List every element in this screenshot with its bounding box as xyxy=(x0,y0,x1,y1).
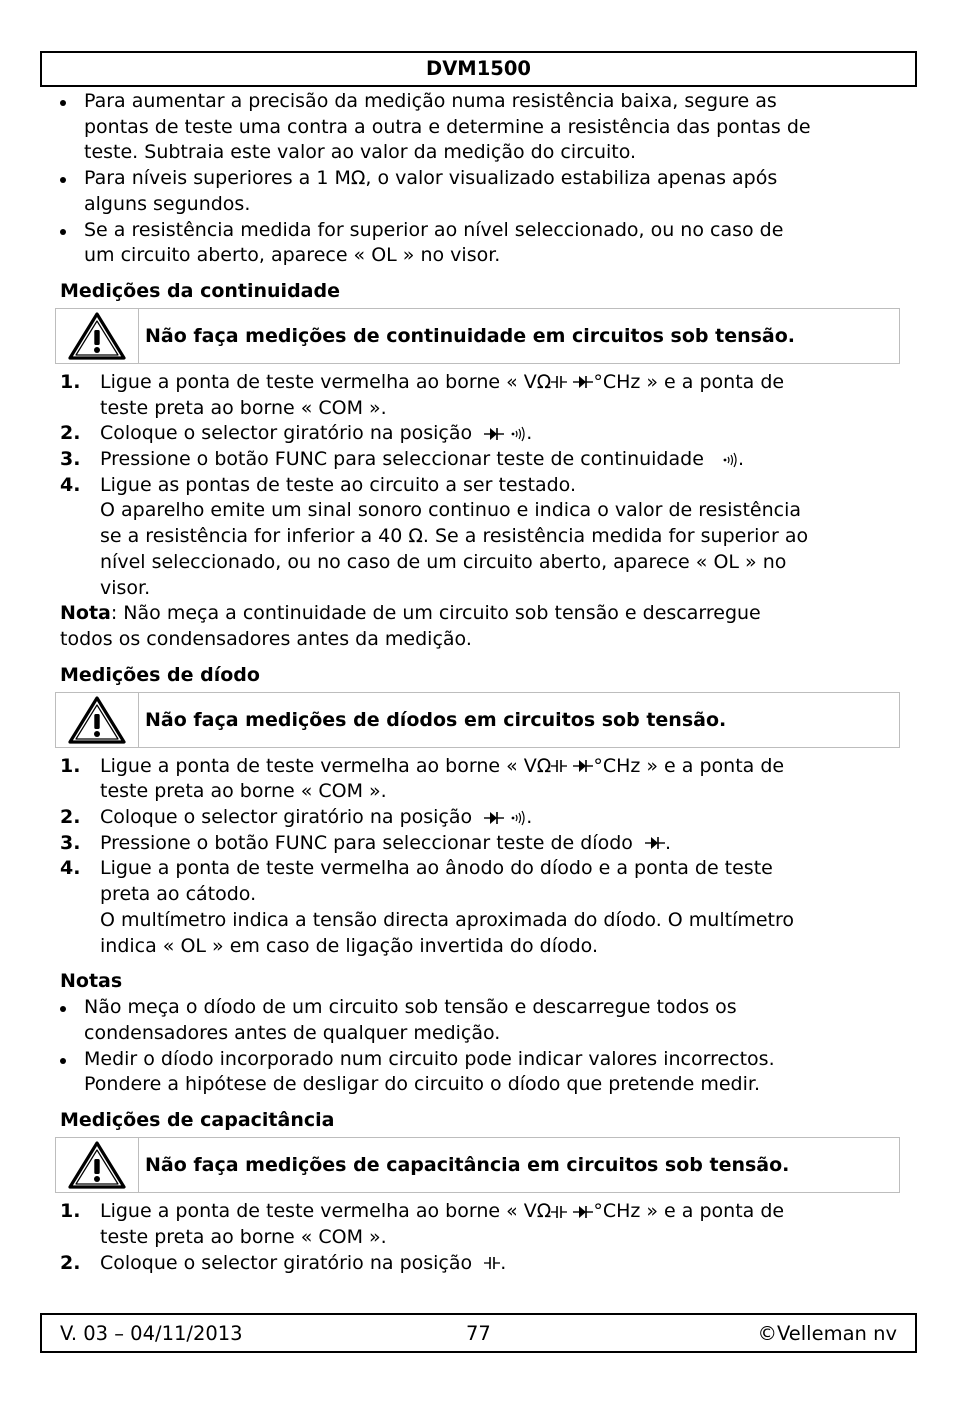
list-item: Não meça o díodo de um circuito sob tensão e descarregue todos os condensadores antes de qualquer medição. xyxy=(60,995,900,1046)
bullet-icon xyxy=(60,1058,66,1064)
diode-icon xyxy=(573,758,593,774)
list-item: 1. Ligue a ponta de teste vermelha ao borne « VΩ °CHz » e a ponta de teste preta ao borne « COM ». xyxy=(60,370,785,419)
list-item: 4. Ligue as pontas de teste ao circuito a ser testado. O aparelho emite um sinal sonoro continuo e indica o valor de resistência se a resistência for inferior a 40 Ω. Se a resistência medida for superior ao nível seleccionado, ou no caso de um circuito aberto, aparece « OL » no visor. xyxy=(60,473,809,599)
warning-box xyxy=(55,692,900,748)
diode-icon xyxy=(484,810,504,826)
diode-icon xyxy=(484,426,504,442)
section-heading-continuity: Medições da continuidade xyxy=(60,279,340,302)
section-heading-diode: Medições de díodo xyxy=(60,663,260,686)
intro-bullets xyxy=(60,89,900,269)
doc-title: DVM1500 xyxy=(426,57,531,80)
warning-text: Não faça medições de díodos em circuitos sob tensão. xyxy=(145,708,727,731)
diode-icon xyxy=(573,1204,593,1220)
list-item: Para níveis superiores a 1 MΩ, o valor visualizado estabiliza apenas após alguns segundos. xyxy=(60,166,900,217)
warning-triangle-icon xyxy=(56,309,139,363)
list-item: 2. Coloque o selector giratório na posição . xyxy=(60,422,533,445)
page-content: Para aumentar a precisão da medição numa resistência baixa, segure as pontas de teste uma contra a outra e determine a resistência das pontas de teste. Subtraia este valor ao valor da medição do circuito. Para níveis superiores a 1 MΩ, o valor visualizado estabiliza apenas após alguns segundos. Se a resistência medida for superior ao nível seleccionado, ou no caso de um circuito aberto, aparece « OL » no visor. Medições da continuidade Não faça medições de continuidade em circuitos sob tensão. 1. Ligue a ponta de teste vermelha ao borne « VΩ °CHz » e a ponta de teste preta ao borne « COM ». 2. Coloque o selector giratório na posição . 3. Pressione o botão FUNC para seleccionar teste de continuidade . 4. Ligue as pontas de teste ao circuito a ser testado. O aparelho emite um sinal sonoro continuo e indica o valor de resistência se a resistência for inferior a 40 Ω. Se a resistência medida for superior ao nível seleccionado, ou no caso de um circuito aberto, aparece « OL » no visor. Nota: Não meça a continuidade de um circuito sob tensão e descarregue todos os condensadores antes da medição. Medições de díodo Não faça medições de díodos em circuitos sob tensão. 1. Ligue a ponta de teste vermelha ao borne « VΩ °CHz » e a ponta de teste preta ao borne « COM ». 2. Coloque o selector giratório na posição . 3. Pressione o botão FUNC para seleccionar teste de díodo . 4. Ligue a ponta de teste vermelha ao ânodo do díodo e a ponta de teste preta ao cátodo. O multímetro indica a tensão directa aproximada do díodo. O multímetro indica « OL » em caso de ligação invertida do díodo. Notas Não meça o díodo de um circuito sob tensão e descarregue todos os condensadores antes de qualquer medição. Medir o díodo incorporado num circuito pode indicar valores incorrectos. Pondere a hipótese de desligar do circuito o díodo que pretende medir. Medições de capacitância Não faça medições de capacitância em circuitos sob tensão. 1. Ligue a ponta de teste vermelha ao borne « VΩ °CHz » e a ponta de teste preta ao borne « COM ». 2. Coloque o selector giratório na posição . xyxy=(60,89,900,1276)
page-header xyxy=(40,51,917,87)
list-item: Medir o díodo incorporado num circuito pode indicar valores incorrectos. Pondere a hipótese de desligar do circuito o díodo que pretende medir. xyxy=(60,1047,900,1098)
diode-steps xyxy=(60,754,900,960)
warning-text: Não faça medições de capacitância em circuitos sob tensão. xyxy=(145,1154,790,1177)
capacitance-steps xyxy=(60,1199,900,1276)
warning-triangle-icon xyxy=(56,693,139,747)
section-heading-capacitance: Medições de capacitância xyxy=(60,1109,335,1132)
warning-text: Não faça medições de continuidade em circuitos sob tensão. xyxy=(145,324,796,347)
page-footer xyxy=(40,1313,917,1353)
list-item: 4. Ligue a ponta de teste vermelha ao ânodo do díodo e a ponta de teste preta ao cátodo. O multímetro indica a tensão directa aproximada do díodo. O multímetro indica « OL » em caso de ligação invertida do díodo. xyxy=(60,857,795,957)
capacitor-icon xyxy=(551,758,567,774)
continuity-note: Nota: Não meça a continuidade de um circuito sob tensão e descarregue xyxy=(60,602,761,625)
list-item: Para aumentar a precisão da medição numa resistência baixa, segure as pontas de teste uma contra a outra e determine a resistência das pontas de teste. Subtraia este valor ao valor da medição do circuito. xyxy=(60,89,900,166)
warning-box xyxy=(55,308,900,364)
capacitor-icon xyxy=(551,1204,567,1220)
list-item: 2. Coloque o selector giratório na posição . xyxy=(60,806,533,829)
bullet-icon xyxy=(60,229,66,235)
bullet-icon xyxy=(60,177,66,183)
capacitor-icon xyxy=(551,374,567,390)
list-item: 3. Pressione o botão FUNC para seleccionar teste de díodo . xyxy=(60,831,672,854)
diode-icon xyxy=(645,835,665,851)
version-date: V. 03 – 04/11/2013 xyxy=(60,1322,243,1345)
warning-box xyxy=(55,1137,900,1193)
buzzer-icon xyxy=(510,426,526,442)
capacitor-icon xyxy=(484,1255,500,1271)
buzzer-icon xyxy=(510,810,526,826)
bullet-icon xyxy=(60,1006,66,1012)
list-item: Se a resistência medida for superior ao nível seleccionado, ou no caso de um circuito aberto, aparece « OL » no visor. xyxy=(60,218,900,269)
continuity-steps xyxy=(60,370,900,601)
list-item: 1. Ligue a ponta de teste vermelha ao borne « VΩ °CHz » e a ponta de teste preta ao borne « COM ». xyxy=(60,754,785,803)
notes-bullets xyxy=(60,995,900,1098)
bullet-icon xyxy=(60,100,66,106)
buzzer-icon xyxy=(722,452,738,468)
copyright: ©Velleman nv xyxy=(757,1322,897,1345)
list-item: 2. Coloque o selector giratório na posição . xyxy=(60,1251,507,1274)
list-item: 1. Ligue a ponta de teste vermelha ao borne « VΩ °CHz » e a ponta de teste preta ao borne « COM ». xyxy=(60,1200,785,1248)
page-number: 77 xyxy=(466,1322,491,1345)
section-heading-notes: Notas xyxy=(60,970,123,993)
warning-triangle-icon xyxy=(56,1138,139,1192)
list-item: 3. Pressione o botão FUNC para seleccionar teste de continuidade . xyxy=(60,448,745,471)
diode-icon xyxy=(573,374,593,390)
